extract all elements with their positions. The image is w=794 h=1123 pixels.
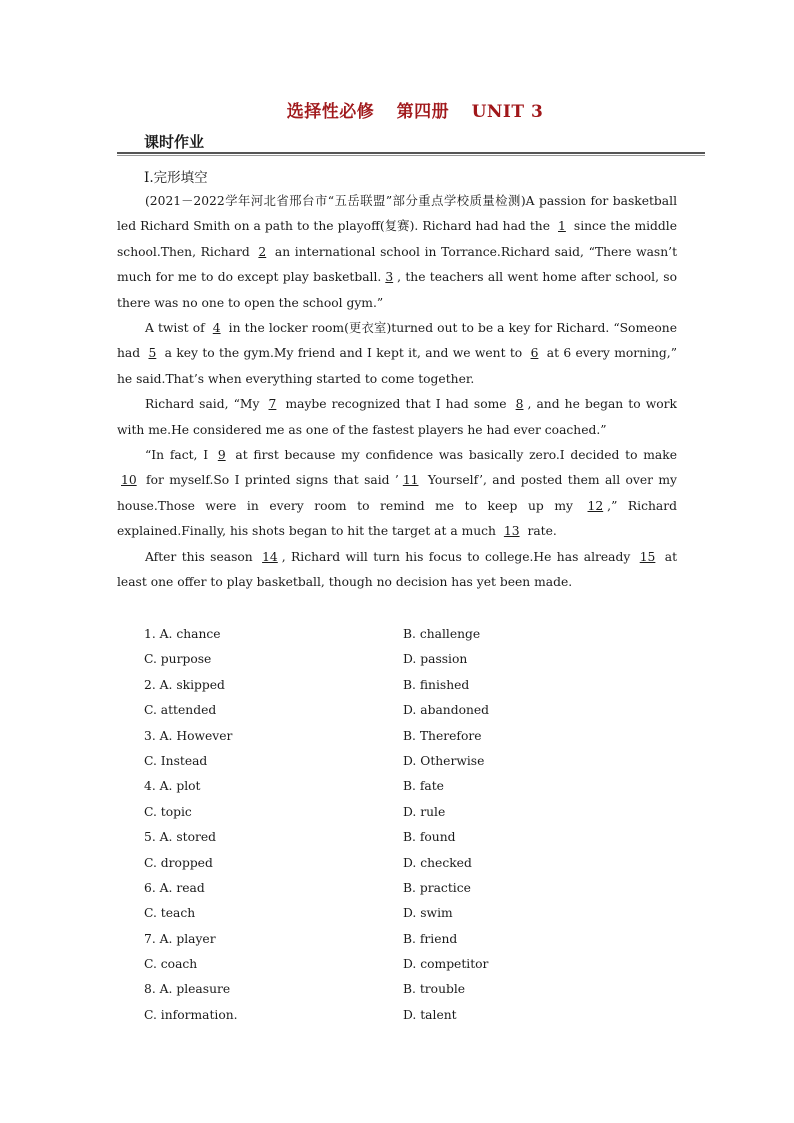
- option-right: B. friend: [403, 931, 458, 946]
- passage-paragraph-4: [117, 443, 677, 545]
- option-right: B. found: [403, 830, 456, 845]
- blank-10: 10: [121, 473, 137, 488]
- passage-text: since the middle school.Then, Richard: [117, 219, 677, 259]
- option-row: [144, 774, 684, 799]
- option-right: B. challenge: [403, 627, 481, 641]
- option-left: C. topic: [144, 804, 192, 819]
- passage-text: After this season: [145, 549, 259, 564]
- blank-15: 15: [639, 549, 656, 564]
- option-row: [144, 698, 684, 723]
- title-volume: 第四册: [396, 102, 450, 122]
- passage-text: maybe recognized that I had some: [280, 397, 512, 412]
- option-right: D. passion: [403, 652, 468, 667]
- option-left: 2. A. skipped: [144, 677, 225, 692]
- blank-11: 11: [402, 473, 419, 488]
- blank-4: 4: [212, 321, 221, 336]
- page-title: [0, 97, 794, 122]
- blank-14: 14: [262, 549, 278, 564]
- option-left: 3. A. However: [144, 728, 233, 743]
- option-row: [144, 622, 684, 647]
- option-left: C. information.: [144, 1007, 238, 1022]
- option-left: 5. A. stored: [144, 830, 217, 845]
- option-right: D. rule: [403, 804, 446, 819]
- title-book: 选择性必修: [286, 102, 375, 122]
- option-row: [144, 724, 684, 749]
- passage-text: for myself.So I printed signs that said ’: [140, 473, 399, 488]
- option-left: 8. A. pleasure: [144, 982, 231, 997]
- option-row: [144, 647, 684, 672]
- blank-2: 2: [258, 244, 267, 259]
- passage-text: ,” Richard explained.Finally, his shots began to hit the target at a much: [117, 498, 678, 539]
- blank-3: 3: [385, 270, 394, 285]
- blank-7: 7: [268, 397, 277, 412]
- option-row: [144, 952, 684, 977]
- passage-text: at first because my confidence was basically zero.I decided to make: [229, 448, 677, 463]
- option-row: [144, 673, 684, 698]
- blank-8: 8: [515, 397, 524, 412]
- option-right: B. fate: [403, 779, 444, 794]
- passage-text: A twist of: [145, 321, 209, 336]
- blank-6: 6: [530, 346, 539, 361]
- option-row: [144, 851, 684, 876]
- blank-1: 1: [558, 219, 566, 234]
- option-row: [144, 825, 684, 850]
- passage-text: in the locker room(更衣室)turned out to be a key for Richard. “Someone had: [117, 321, 677, 361]
- passage-paragraph-1: [117, 189, 677, 316]
- option-right: D. checked: [403, 855, 472, 870]
- option-left: C. Instead: [144, 753, 208, 768]
- option-row: [144, 1003, 684, 1028]
- passage-text: rate.: [523, 524, 557, 539]
- passage-paragraph-2: [117, 316, 677, 392]
- title-unit: UNIT 3: [471, 102, 544, 122]
- option-right: D. swim: [403, 906, 453, 921]
- option-left: 1. A. chance: [144, 627, 221, 641]
- passage-paragraph-3: [117, 392, 677, 443]
- option-left: 7. A. player: [144, 931, 216, 946]
- option-row: [144, 901, 684, 926]
- option-left: C. teach: [144, 906, 196, 921]
- passage-text: , and he began to work with me.He considered me as one of the fastest players he had ever coached.”: [117, 397, 677, 437]
- passage-text: (2021－2022学年河北省邢台市“五岳联盟”部分重点学校质量检测)A passion for basketball led Richard Smith on a path to the playoff(复赛). Richard had had the: [117, 194, 677, 234]
- option-left: 4. A. plot: [144, 779, 201, 794]
- option-left: C. attended: [144, 703, 217, 718]
- option-row: [144, 876, 684, 901]
- passage-text: a key to the gym.My friend and I kept it, and we went to: [160, 346, 527, 361]
- option-right: B. Therefore: [403, 728, 482, 743]
- cloze-passage: [117, 189, 677, 596]
- exercise-heading: Ⅰ.完形填空: [144, 170, 208, 186]
- passage-text: at 6 every morning,” he said.That’s when everything started to come together.: [117, 346, 677, 386]
- passage-paragraph-5: [117, 545, 677, 596]
- option-row: [144, 977, 684, 1002]
- passage-text: Yourself’, and posted them all over my house.Those were in every room to remind me to keep up my: [117, 473, 678, 513]
- option-row: [144, 800, 684, 825]
- passage-text: Richard said, “My: [145, 397, 265, 412]
- option-row: [144, 927, 684, 952]
- blank-5: 5: [148, 346, 157, 361]
- section-subhead: 课时作业: [144, 133, 205, 151]
- blank-9: 9: [217, 448, 226, 463]
- option-right: B. practice: [403, 880, 471, 895]
- option-left: C. coach: [144, 957, 198, 972]
- answer-options: [144, 622, 684, 1028]
- passage-text: at least one offer to play basketball, though no decision has yet been made.: [117, 549, 678, 590]
- blank-12: 12: [587, 498, 604, 513]
- option-left: 6. A. read: [144, 880, 205, 895]
- blank-13: 13: [503, 524, 520, 539]
- option-row: [144, 749, 684, 774]
- passage-text: , the teachers all went home after school, so there was no one to open the school gym.”: [117, 270, 677, 310]
- passage-text: , Richard will turn his focus to college.He has already: [281, 549, 636, 564]
- passage-text: “In fact, I: [145, 448, 214, 463]
- option-right: D. talent: [403, 1007, 457, 1022]
- option-right: D. Otherwise: [403, 753, 485, 768]
- option-left: C. purpose: [144, 652, 212, 667]
- option-right: B. finished: [403, 677, 470, 692]
- option-right: B. trouble: [403, 982, 466, 997]
- header-divider: [117, 152, 705, 154]
- option-right: D. abandoned: [403, 703, 490, 718]
- option-right: D. competitor: [403, 957, 489, 972]
- passage-text: an international school in Torrance.Richard said, “There wasn’t much for me to do except play basketball.: [117, 244, 678, 285]
- option-left: C. dropped: [144, 855, 213, 870]
- header-divider-thin: [117, 155, 705, 156]
